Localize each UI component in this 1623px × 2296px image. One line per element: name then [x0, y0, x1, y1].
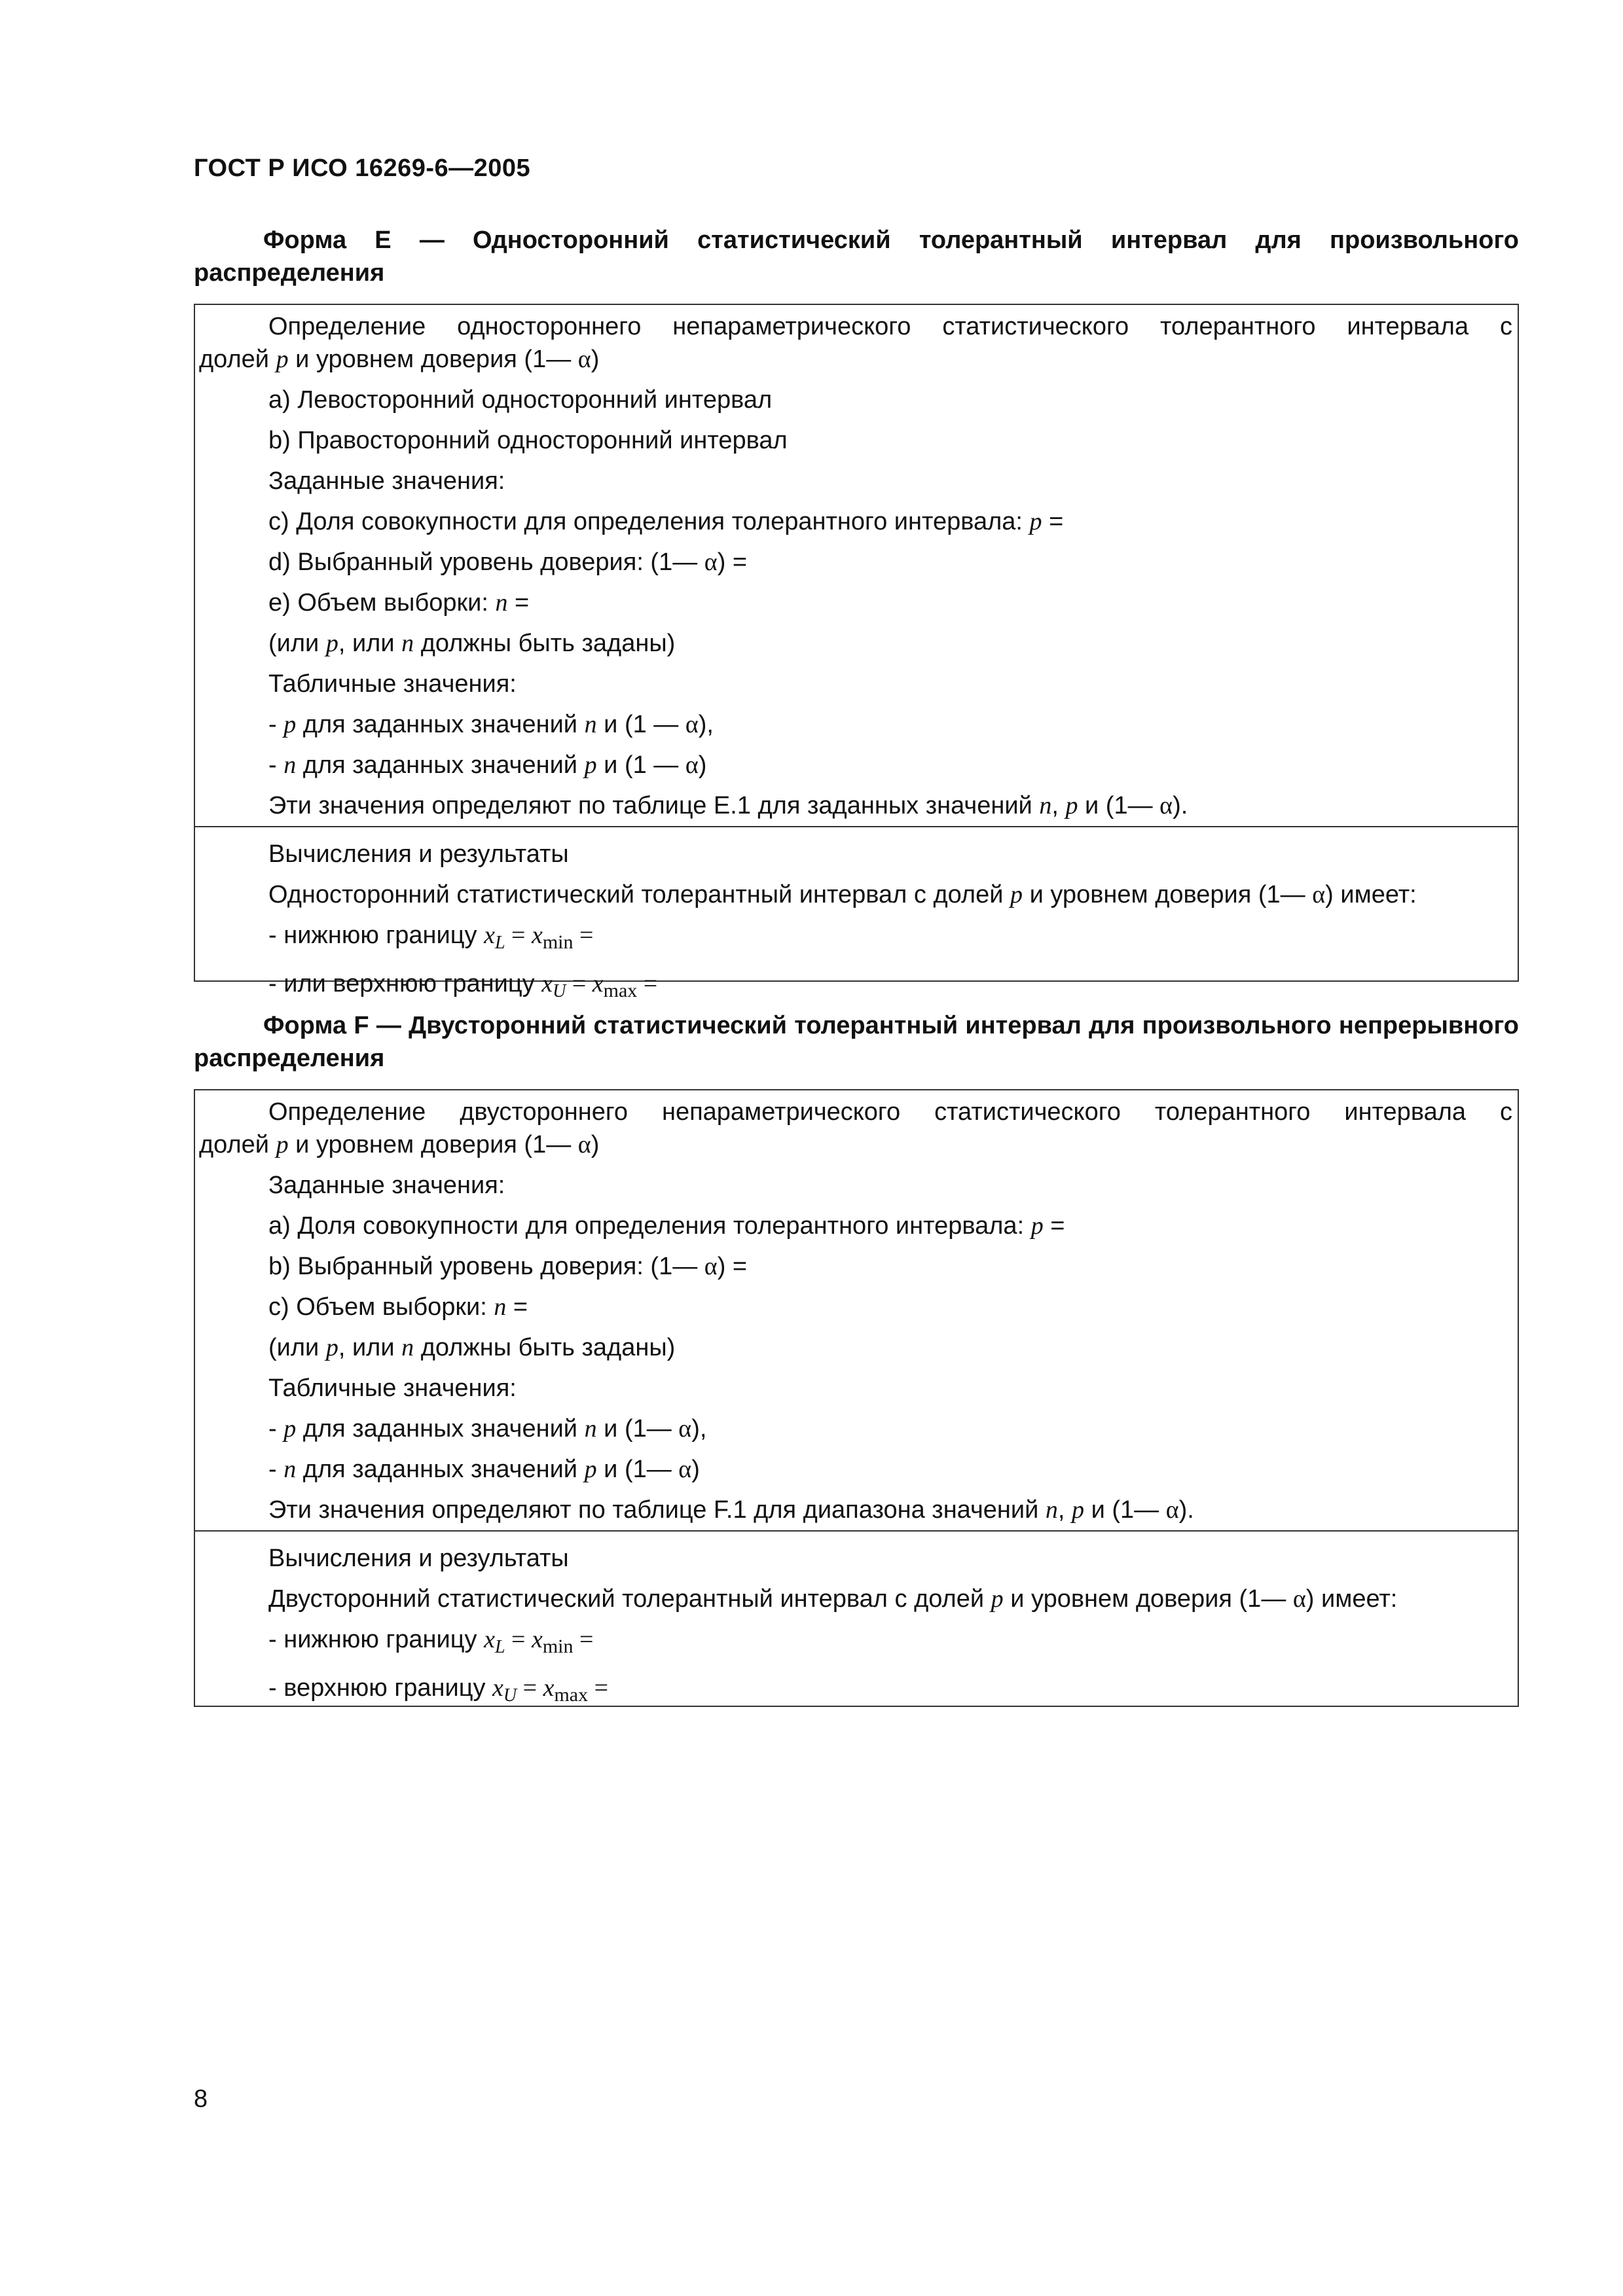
form-f-definition-line1: Определение двустороннего непараметрического статистического толерантного интервала с — [268, 1098, 1512, 1126]
form-f-definition-section — [195, 1090, 1518, 1530]
form-e-item-d: d) Выбранный уровень доверия: (1— α) = — [268, 548, 748, 576]
form-e-title: Форма Е — Односторонний статистический толерантный интервал для произвольного распределения — [194, 226, 1519, 287]
form-e-or-note: (или p, или n должны быть заданы) — [268, 630, 676, 657]
form-e-item-e: e) Объем выборки: n = — [268, 589, 530, 617]
form-f-definition-line2: долей p и уровнем доверия (1— α) — [199, 1131, 600, 1158]
form-e-table-note: Эти значения определяют по таблице Е.1 для заданных значений n, p и (1— α). — [268, 792, 1188, 819]
form-f-upper-bound: - верхнюю границу $x_U = x_{max}$ = — [268, 1674, 609, 1706]
form-e-given-label: Заданные значения: — [268, 467, 505, 495]
form-f-item-c: c) Объем выборки: n = — [268, 1293, 528, 1321]
form-e-upper-bound: - или верхнюю границу $x_U = x_{max}$ = — [268, 970, 658, 1001]
form-f-table-label: Табличные значения: — [268, 1374, 517, 1402]
form-e-definition-line1: Определение одностороннего непараметрического статистического толерантного интервала с — [268, 313, 1512, 340]
form-f-table-row2: - n для заданных значений p и (1— α) — [268, 1456, 700, 1483]
form-e-calc-label: Вычисления и результаты — [268, 840, 569, 868]
form-e-lower-bound: - нижнюю границу $x_L = x_{min}$ = — [268, 922, 594, 953]
form-f-table-row1: - p для заданных значений n и (1— α), — [268, 1415, 707, 1443]
page-number: 8 — [194, 2085, 208, 2113]
form-f-item-b: b) Выбранный уровень доверия: (1— α) = — [268, 1253, 748, 1280]
form-e-item-a: a) Левосторонний односторонний интервал — [268, 386, 773, 414]
form-e-table-row1: - p для заданных значений n и (1 — α), — [268, 711, 714, 738]
form-e-results-section — [195, 826, 1518, 1012]
form-e-table-row2: - n для заданных значений p и (1 — α) — [268, 751, 707, 779]
form-f-lower-bound: - нижнюю границу $x_L = x_{min}$ = — [268, 1626, 594, 1657]
form-f-given-label: Заданные значения: — [268, 1172, 505, 1199]
form-e-box — [194, 304, 1519, 1001]
form-e-item-b: b) Правосторонний односторонний интервал — [268, 427, 788, 454]
form-f-or-note: (или p, или n должны быть заданы) — [268, 1334, 676, 1361]
form-f-table-note: Эти значения определяют по таблице F.1 для диапазона значений n, p и (1— α). — [268, 1496, 1194, 1524]
form-f-box — [194, 1089, 1519, 1707]
form-f-result-text: Двусторонний статистический толерантный интервал с долей p и уровнем доверия (1— α) имеет: — [268, 1585, 1398, 1613]
form-e-definition-line2: долей p и уровнем доверия (1— α) — [199, 346, 600, 373]
form-e-item-c: c) Доля совокупности для определения толерантного интервала: p = — [268, 508, 1064, 535]
form-e-definition-section — [195, 305, 1518, 826]
form-e-table-label: Табличные значения: — [268, 670, 517, 698]
form-f-title: Форма F — Двусторонний статистический толерантный интервал для произвольного непрерывного распределения — [194, 1012, 1519, 1072]
form-f-item-a: a) Доля совокупности для определения толерантного интервала: p = — [268, 1212, 1065, 1240]
document-code: ГОСТ Р ИСО 16269-6—2005 — [194, 154, 531, 182]
form-f-calc-label: Вычисления и результаты — [268, 1545, 569, 1572]
form-e-result-text: Односторонний статистический толерантный интервал с долей p и уровнем доверия (1— α) имеет: — [268, 881, 1417, 908]
form-f-results-section — [195, 1530, 1518, 1716]
